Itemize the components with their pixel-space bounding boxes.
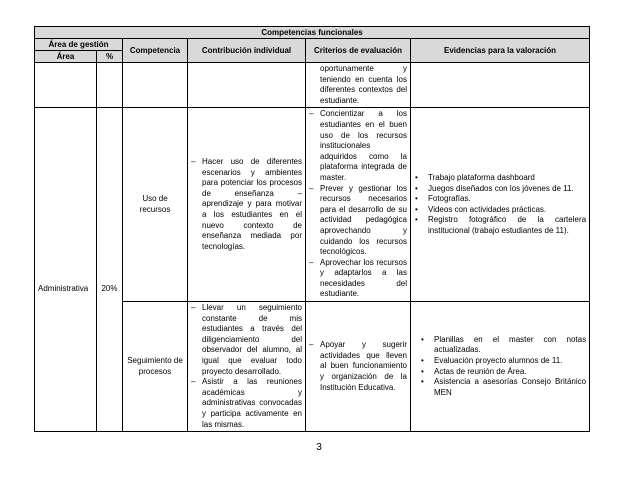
list-item: – Concientizar a los estudiantes en el buen uso de los recursos institucionales adquiridos como la plataforma integrada de master. (309, 109, 407, 183)
list-item: – Apoyar y sugerir actividades que lleven al buen funcionamiento y organización de la Institución Educativa. (309, 340, 407, 393)
contribucion-list (191, 303, 302, 430)
criterios-list (309, 109, 407, 300)
cont-contribucion-cell (188, 63, 306, 108)
header-area-gestion: Área de gestión (35, 39, 123, 51)
list-item: • Trabajo plataforma dashboard (414, 173, 586, 184)
title-row (35, 27, 590, 39)
header-pct: % (97, 51, 123, 63)
contribucion-seguimiento (188, 302, 306, 432)
competencia-seguimiento: Seguimiento de procesos (123, 302, 188, 432)
competencias-table (34, 26, 590, 432)
cont-criterio-cell (306, 63, 411, 108)
criterios-uso-recursos (306, 108, 411, 302)
area-name-cell (35, 108, 97, 432)
continuation-row (35, 63, 590, 108)
competencia-uso-recursos: Uso de recursos (123, 108, 188, 302)
table-title: Competencias funcionales (35, 27, 590, 39)
evidencias-list (414, 173, 586, 237)
area-pct-cell (97, 108, 123, 432)
header-competencia: Competencia (123, 39, 188, 63)
header-contribucion: Contribución individual (188, 39, 306, 63)
cont-area-cell (35, 63, 97, 108)
list-item: – Llevar un seguimiento constante de mis estudiantes a través del diligenciamiento del observador del alumno, al igual que evaluar todo proyecto desarrollado. (191, 303, 302, 377)
list-item: – Hacer uso de diferentes escenarios y ambientes para potenciar los procesos de enseñanza – aprendizaje y para motivar a los estudiantes en el nuevo contexto de enseñanza mediada por tecnologías. (191, 157, 302, 252)
header-area: Área (35, 51, 97, 63)
evidencias-list (414, 335, 586, 399)
criterios-seguimiento (306, 302, 411, 432)
list-item: – Asistir a las reuniones académicas y administrativas convocadas y participa activamente en las mismas. (191, 377, 302, 430)
list-item: • Actas de reunión de Área. (420, 367, 586, 378)
list-item: • Asistencia a asesorías Consejo Británico MEN (420, 377, 586, 398)
list-item: • Fotografías. (414, 194, 586, 205)
list-item: • Registro fotográfico de la cartelera institucional (trabajo estudiantes de 11). (414, 215, 586, 236)
cont-evidencias-cell (411, 63, 590, 108)
area-pct: 20% (101, 283, 118, 293)
evidencias-seguimiento (411, 302, 590, 432)
list-item: – Prever y gestionar los recursos necesarios para el desarrollo de su actividad pedagógica aprovechando y cuidando los recursos tecnológicos. (309, 184, 407, 258)
area-name: Administrativa (38, 283, 89, 293)
list-item: • Planillas en el master con notas actualizadas. (420, 335, 586, 356)
header-row-1 (35, 39, 590, 51)
list-item: • Evaluación proyecto alumnos de 11. (420, 356, 586, 367)
cont-competencia-cell (123, 63, 188, 108)
criterios-list (309, 340, 407, 393)
contribucion-uso-recursos (188, 108, 306, 302)
evidencias-uso-recursos (411, 108, 590, 302)
header-evidencias: Evidencias para la valoración (411, 39, 590, 63)
list-item: – Aprovechar los recursos y adaptarlos a las necesidades del estudiante. (309, 258, 407, 300)
cont-criterio-text: oportunamente y teniendo en cuenta los diferentes contextos del estudiante. (320, 64, 407, 105)
list-item: • Juegos diseñados con los jóvenes de 11. (414, 184, 586, 195)
page-number: 3 (316, 442, 322, 453)
cont-pct-cell (97, 63, 123, 108)
list-item: • Videos con actividades prácticas. (414, 205, 586, 216)
row-uso-recursos (35, 108, 590, 302)
header-criterios: Criterios de evaluación (306, 39, 411, 63)
contribucion-list (191, 157, 302, 252)
